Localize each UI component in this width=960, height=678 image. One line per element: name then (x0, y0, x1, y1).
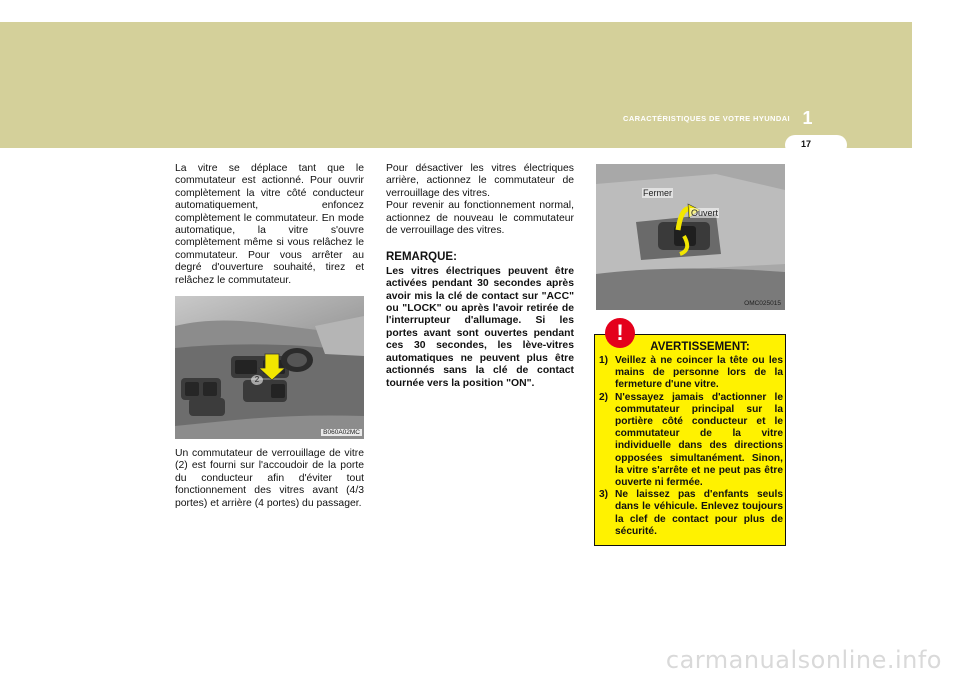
left-column (175, 163, 364, 287)
header-band (0, 22, 912, 148)
warning-item (599, 392, 783, 490)
note-body: Les vitres électriques peuvent être activées pendant 30 secondes après avoir mis la clé de contact sur "ACC" ou "LOCK" ou après l'avoir retirée de l'interrupteur d'allumage. Si les portes avant sont ouvertes pendant ces 30 secondes, les lève-vitres automatiques ne peuvent plus être actionnés sans la clé de contact tournée vers la position "ON". (386, 265, 574, 389)
warning-item-text: Ne laissez pas d'enfants seuls dans le véhicule. Enlevez toujours la clef de contact pour plus de sécurité. (615, 489, 783, 537)
paragraph-deactivate: Pour désactiver les vitres électriques arrière, actionnez le commutateur de verrouillage des vitres. (386, 163, 574, 199)
middle-column (386, 163, 574, 390)
chapter-number: 1 (802, 108, 813, 128)
warning-list (599, 355, 783, 538)
page-number: 17 (800, 139, 811, 149)
figure-window-switch-open-close (596, 164, 785, 310)
figure-code-2: OMC025015 (744, 300, 781, 307)
warning-item-number: 3) (599, 489, 609, 501)
warning-item (599, 489, 783, 538)
note-title: REMARQUE: (386, 251, 457, 264)
door-panel-illustration (175, 296, 364, 439)
label-close: Fermer (643, 188, 672, 198)
warning-item-number: 1) (599, 355, 609, 366)
paragraph-window-operation: La vitre se déplace tant que le commutateur est actionné. Pour ouvrir complètement la vitre côté conducteur automatiquement, enfoncez complètement le commutateur. En mode automatique, la vitre s'ouvre complètement même si vous relâchez le commutateur. Pour vous arrêter au degré d'ouverture souhaité, tirez et relâchez le commutateur. (175, 163, 364, 286)
warning-exclamation-icon: ! (605, 318, 635, 348)
label-open: Ouvert (691, 208, 719, 218)
warning-title: AVERTISSEMENT: (650, 341, 750, 353)
warning-item-number: 2) (599, 391, 609, 403)
figure-callout-2: 2 (251, 375, 263, 385)
switch-illustration (596, 164, 785, 310)
figure-window-lock-switch (175, 296, 364, 439)
paragraph-lock-switch: Un commutateur de verrouillage de vitre (2) est fourni sur l'accoudoir de la porte du conducteur afin d'éviter tout fonctionnement des vitres avant (4/3 portes) et arrière (4 portes) du passager. (175, 448, 364, 509)
paragraph-reactivate: Pour revenir au fonctionnement normal, actionnez de nouveau le commutateur de verrouillage des vitres. (386, 200, 574, 237)
warning-item (599, 355, 783, 392)
warning-item-text: Veillez à ne coincer la tête ou les mains de personne lors de la fermeture d'une vitre. (615, 355, 783, 391)
warning-item-text: N'essayez jamais d'actionner le commutateur principal sur la portière côté conducteur et le commutateur de la vitre individuelle dans des directions opposées simultanément. Sinon, la vitre s'arrête et ne peut pas être ouverte ni fermée. (615, 391, 783, 489)
chapter-title: CARACTÉRISTIQUES DE VOTRE HYUNDAI (623, 114, 790, 123)
figure-code: B060A02MC (323, 429, 360, 436)
watermark: carmanualsonline.info (665, 646, 942, 674)
warning-box (594, 334, 786, 546)
